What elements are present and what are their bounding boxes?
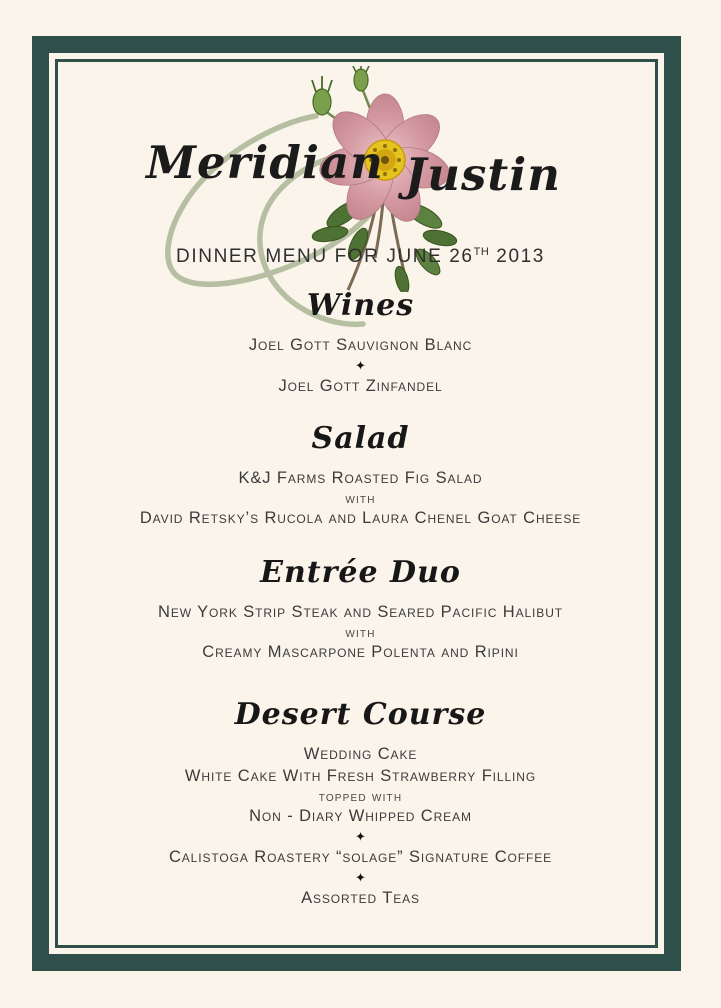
connector-text: with <box>345 624 376 640</box>
date-ordinal: TH <box>473 246 490 258</box>
menu-item: Joel Gott Zinfandel <box>278 377 443 395</box>
section-desert-course <box>60 695 661 909</box>
menu-item: Non - Diary Whipped Cream <box>249 807 472 825</box>
menu-header <box>0 0 721 290</box>
section-entree-duo <box>60 553 661 663</box>
menu-item: Assorted Teas <box>301 889 420 907</box>
menu-item: White Cake With Fresh Strawberry Filling <box>184 767 537 785</box>
section-wines <box>60 286 661 397</box>
section-title: Desert Course <box>234 697 487 732</box>
menu-item: K&J Farms Roasted Fig Salad <box>238 469 483 487</box>
connector-text: topped with <box>318 788 403 804</box>
date-text: DINNER MENU FOR JUNE 26 <box>176 246 474 267</box>
menu-date-line <box>0 246 721 268</box>
groom-name: Justin <box>405 148 561 201</box>
menu-item: David Retsky’s Rucola and Laura Chenel Goat Cheese <box>139 509 582 527</box>
section-items <box>60 601 661 663</box>
section-title: Entrée Duo <box>260 555 461 590</box>
menu-item: Calistoga Roastery “solage” Signature Coffee <box>168 848 553 866</box>
date-year: 2013 <box>496 246 545 267</box>
diamond-separator: ✦ <box>355 870 366 885</box>
section-salad <box>60 419 661 529</box>
diamond-separator: ✦ <box>355 829 366 844</box>
bride-name: Meridian <box>146 136 384 189</box>
menu-sections <box>60 286 661 909</box>
menu-item: New York Strip Steak and Seared Pacific Halibut <box>158 603 563 621</box>
section-items <box>60 467 661 529</box>
connector-text: with <box>345 490 376 506</box>
section-items <box>60 743 661 909</box>
menu-item: Joel Gott Sauvignon Blanc <box>248 336 473 354</box>
diamond-separator: ✦ <box>355 358 366 373</box>
section-title: Wines <box>306 288 415 323</box>
section-items <box>60 334 661 397</box>
menu-item: Wedding Cake <box>303 745 418 763</box>
menu-item: Creamy Mascarpone Polenta and Ripini <box>202 643 519 661</box>
rose-leaves <box>311 196 458 292</box>
section-title: Salad <box>311 421 410 456</box>
